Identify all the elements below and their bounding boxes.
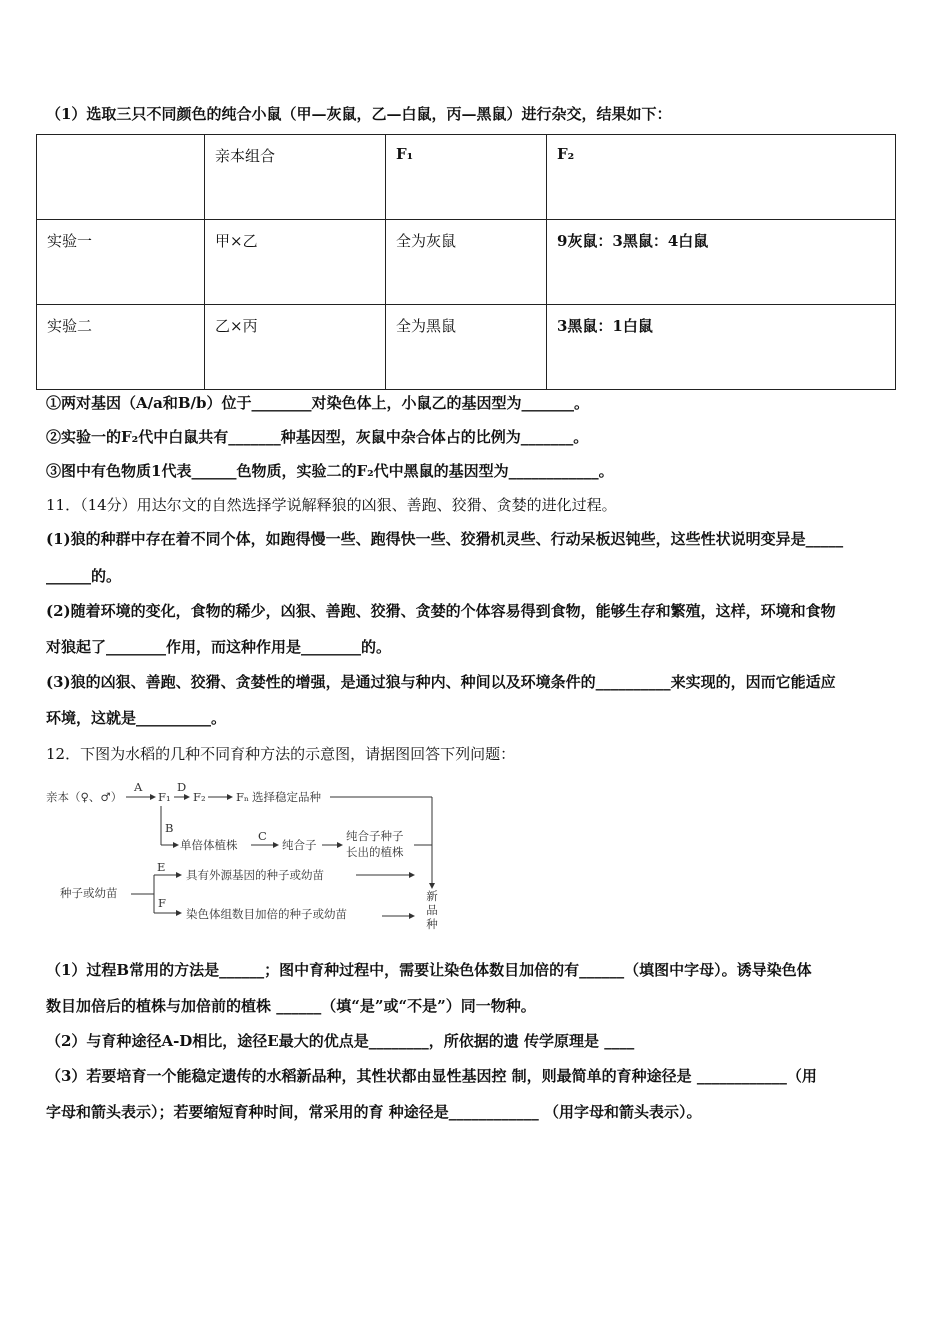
q11-p3-line2: 环境，这就是__________。 xyxy=(46,709,227,727)
table-cell: 全为黑鼠 xyxy=(386,305,547,390)
table-header-cell: F₁ xyxy=(386,135,547,220)
table-row xyxy=(37,305,896,390)
diagram-fn: Fₙ xyxy=(236,790,249,804)
q11-title: 11．（14分）用达尔文的自然选择学说解释狼的凶狠、善跑、狡猾、贪婪的进化过程。 xyxy=(46,496,617,514)
q11-p1-line1: (1)狼的种群中存在着不同个体，如跑得慢一些、跑得快一些、狡猾机灵些、行动呆板迟钝些，这些性状说明变异是_____ xyxy=(46,530,844,548)
diagram-label-f: F xyxy=(158,896,166,910)
q1-sub-2: ②实验一的F₂代中白鼠共有_______种基因型，灰鼠中杂合体占的比例为_______。 xyxy=(46,428,589,446)
diagram-label-c: C xyxy=(258,829,267,843)
diagram-f2: F₂ xyxy=(193,790,206,804)
diagram-label-e: E xyxy=(157,860,166,874)
q12-title: 12．下图为水稻的几种不同育种方法的示意图，请据图回答下列问题： xyxy=(46,745,516,763)
table-cell: 3黑鼠：1白鼠 xyxy=(547,305,896,390)
diagram-new-variety-3: 种 xyxy=(426,917,438,931)
hybrid-table xyxy=(36,134,896,390)
q12-s1-line2: 数目加倍后的植株与加倍前的植株 ______（填“是”或“不是”）同一物种。 xyxy=(46,997,536,1015)
table-header-row xyxy=(37,135,896,220)
diagram-parent: 亲本（♀、♂） xyxy=(46,790,123,804)
q12-s1-line1: （1）过程B常用的方法是______；图中育种过程中，需要让染色体数目加倍的有______（填图中字母）。诱导染色体 xyxy=(46,961,812,979)
table-row xyxy=(37,220,896,305)
diagram-new-variety-1: 新 xyxy=(426,889,438,903)
q1-intro: （1）选取三只不同颜色的纯合小鼠（甲—灰鼠，乙—白鼠，丙—黑鼠）进行杂交，结果如下： xyxy=(46,105,672,123)
table-cell: 实验一 xyxy=(37,220,205,305)
table-cell: 实验二 xyxy=(37,305,205,390)
table-cell: 乙×丙 xyxy=(205,305,386,390)
q11-p2-line2: 对狼起了________作用，而这种作用是________的。 xyxy=(46,638,392,656)
breeding-diagram xyxy=(46,776,446,936)
q12-s2: （2）与育种途径A-D相比，途径E最大的优点是________，所依据的遗 传学原理是 ____ xyxy=(46,1032,635,1050)
table-cell: 甲×乙 xyxy=(205,220,386,305)
diagram-haploid: 单倍体植株 xyxy=(180,838,238,852)
diagram-pure-seed-line1: 纯合子种子 xyxy=(346,829,404,843)
diagram-pure-seed-line2: 长出的植株 xyxy=(346,845,404,859)
table-cell: 9灰鼠：3黑鼠：4白鼠 xyxy=(547,220,896,305)
table-header-cell: 亲本组合 xyxy=(205,135,386,220)
diagram-f1: F₁ xyxy=(158,790,171,804)
q1-sub-3: ③图中有色物质1代表______色物质，实验二的F₂代中黑鼠的基因型为____________。 xyxy=(46,462,614,480)
diagram-select: 选择稳定品种 xyxy=(252,790,321,804)
q11-p3-line1: (3)狼的凶狠、善跑、狡猾、贪婪性的增强，是通过狼与种内、种间以及环境条件的__________来实现的，因而它能适应 xyxy=(46,673,836,691)
diagram-new-variety-2: 品 xyxy=(426,903,438,917)
diagram-pure: 纯合子 xyxy=(282,838,317,852)
diagram-doubled: 染色体组数目加倍的种子或幼苗 xyxy=(186,907,347,921)
table-cell: 全为灰鼠 xyxy=(386,220,547,305)
table-header-cell: F₂ xyxy=(547,135,896,220)
diagram-foreign: 具有外源基因的种子或幼苗 xyxy=(186,868,324,882)
diagram-label-d: D xyxy=(177,780,187,794)
q12-s3-line2: 字母和箭头表示）；若要缩短育种时间，常采用的育 种途径是____________ （用字母和箭头表示）。 xyxy=(46,1103,702,1121)
q12-s3-line1: （3）若要培育一个能稳定遗传的水稻新品种，其性状都由显性基因控 制，则最简单的育种途径是 ____________（用 xyxy=(46,1067,817,1085)
diagram-label-b: B xyxy=(165,821,174,835)
diagram-label-a: A xyxy=(134,780,143,794)
diagram-seed: 种子或幼苗 xyxy=(60,886,118,900)
table-header-cell xyxy=(37,135,205,220)
q1-sub-1: ①两对基因（A/a和B/b）位于________对染色体上，小鼠乙的基因型为_______。 xyxy=(46,394,589,412)
q11-p2-line1: (2)随着环境的变化，食物的稀少，凶狠、善跑、狡猾、贪婪的个体容易得到食物，能够生存和繁殖，这样，环境和食物 xyxy=(46,602,836,620)
q11-p1-line2: ______的。 xyxy=(46,567,122,585)
